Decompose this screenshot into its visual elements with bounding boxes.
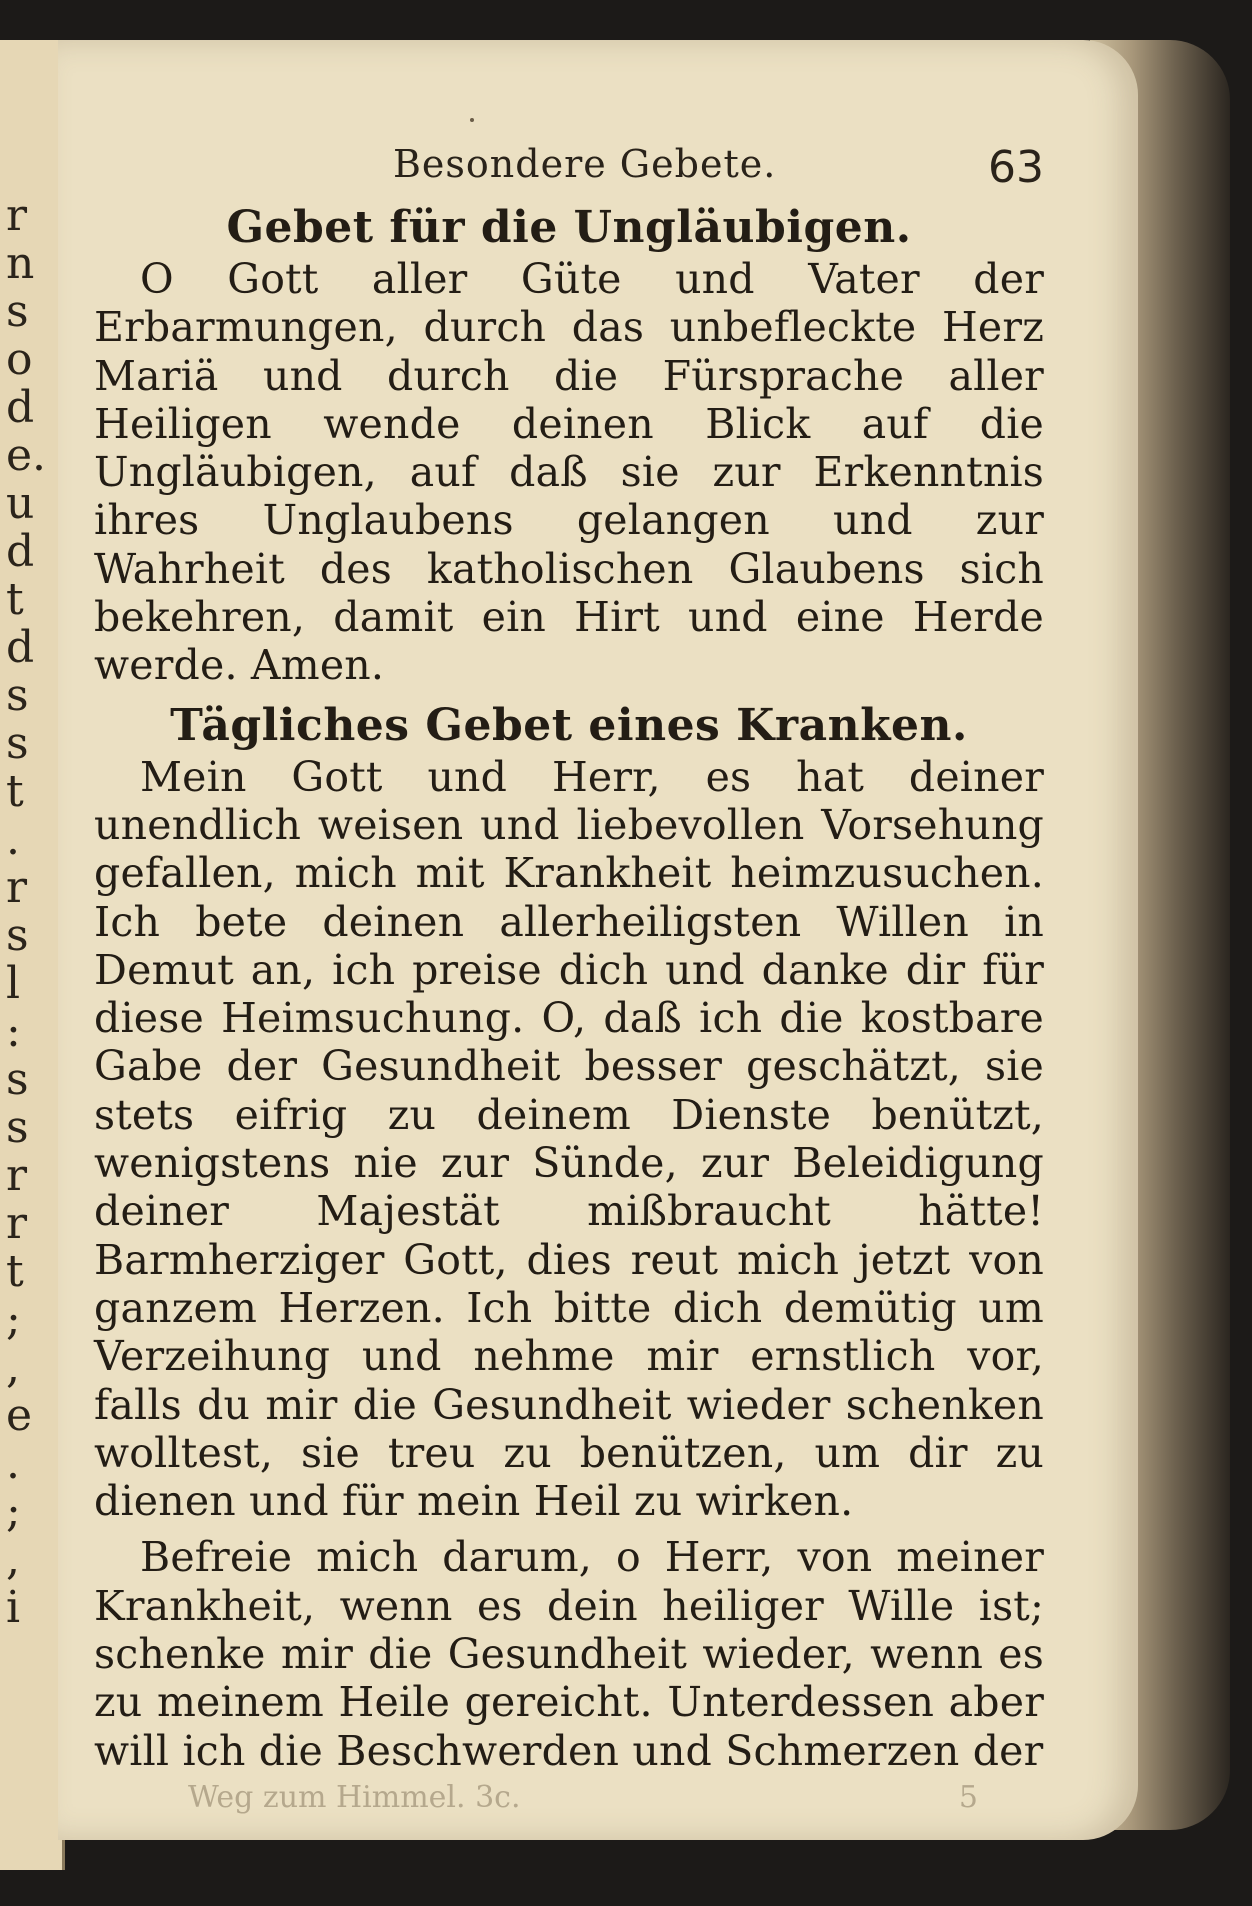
facing-page-fragment: . bbox=[6, 814, 20, 865]
facing-page-fragment: r bbox=[6, 190, 28, 241]
facing-page-fragment: s bbox=[6, 1054, 29, 1105]
facing-page-fragment: d bbox=[6, 526, 35, 577]
facing-page-fragment: t bbox=[6, 766, 24, 817]
facing-page-fragment: s bbox=[6, 286, 29, 337]
section-heading: Tägliches Gebet eines Kranken. bbox=[170, 699, 968, 751]
facing-page-fragment: i bbox=[6, 1582, 21, 1633]
facing-page-fragment: r bbox=[6, 1150, 28, 1201]
facing-page-fragment: s bbox=[6, 1102, 29, 1153]
facing-page-fragment: . bbox=[6, 1438, 20, 1489]
facing-page-fragment: d bbox=[6, 622, 35, 673]
section-heading: Gebet für die Ungläubigen. bbox=[226, 202, 912, 253]
facing-page-fragment: r bbox=[6, 1198, 28, 1249]
signature-mark: 5 bbox=[958, 1780, 978, 1815]
facing-page-fragment: d bbox=[6, 382, 35, 433]
book-page bbox=[58, 40, 1138, 1840]
facing-page-fragment: ; bbox=[6, 1294, 21, 1345]
facing-page-fragment: e bbox=[6, 1390, 33, 1441]
facing-page-edge bbox=[0, 40, 65, 1870]
facing-page-fragment: ; bbox=[6, 1486, 21, 1537]
facing-page-fragment: n bbox=[6, 238, 35, 289]
facing-page-fragment: t bbox=[6, 1246, 24, 1297]
facing-page-fragment: e. bbox=[6, 430, 47, 481]
paragraph: Mein Gott und Herr, es hat deiner unendlich weisen und liebevollen Vorsehung gefallen, mich mit Krankheit heimzusuchen. Ich bete deinen allerheiligsten Willen in Demut an, ich preise dich und danke dir für diese Heimsuchung. O, daß ich die kostbare Gabe der Gesundheit besser geschätzt, sie stets eifrig zu deinem Dienste benützt, wenigstens nie zur Sünde, zur Beleidigung deiner Majestät mißbraucht hätte! Barmherziger Gott, dies reut mich jetzt von ganzem Herzen. Ich bitte dich demütig um Verzeihung und nehme mir ernstlich vor, falls du mir die Gesundheit wieder schenken wolltest, sie treu zu benützen, um dir zu dienen und für mein Heil zu wirken. bbox=[94, 752, 1044, 1526]
running-title: Besondere Gebete. bbox=[393, 142, 777, 186]
facing-page-fragment: t bbox=[6, 574, 24, 625]
page-number: 63 bbox=[988, 142, 1044, 193]
signature-line: Weg zum Himmel. 3c. bbox=[188, 1780, 521, 1815]
print-mark bbox=[470, 118, 474, 122]
bleed-through-footer bbox=[188, 1780, 1008, 1815]
facing-page-fragment: o bbox=[6, 334, 33, 385]
facing-page-fragment: l bbox=[6, 958, 21, 1009]
facing-page-fragment: , bbox=[6, 1342, 20, 1393]
facing-page-fragment: u bbox=[6, 478, 35, 529]
facing-page-fragment: : bbox=[6, 1006, 21, 1057]
facing-page-fragment: r bbox=[6, 862, 28, 913]
facing-page-fragment: s bbox=[6, 910, 29, 961]
paragraph: O Gott aller Güte und Vater der Erbarmungen, durch das unbefleckte Herz Mariä und durch die Fürsprache aller Heiligen wende deinen Blick auf die Ungläubigen, auf daß sie zur Erkenntnis ihres Unglaubens gelangen und zur Wahrheit des katholischen Glaubens sich bekehren, damit ein Hirt und eine Herde werde. Amen. bbox=[94, 255, 1044, 690]
paragraph: Befreie mich darum, o Herr, von meiner Krankheit, wenn es dein heiliger Wille ist; schenke mir die Gesundheit wieder, wenn es zu meinem Heile gereicht. Unterdessen aber will ich die Beschwerden und Schmerzen der bbox=[94, 1533, 1044, 1775]
facing-page-fragment: s bbox=[6, 670, 29, 721]
facing-page-fragment: , bbox=[6, 1534, 20, 1585]
facing-page-fragment: s bbox=[6, 718, 29, 769]
page-text bbox=[94, 200, 1044, 1775]
